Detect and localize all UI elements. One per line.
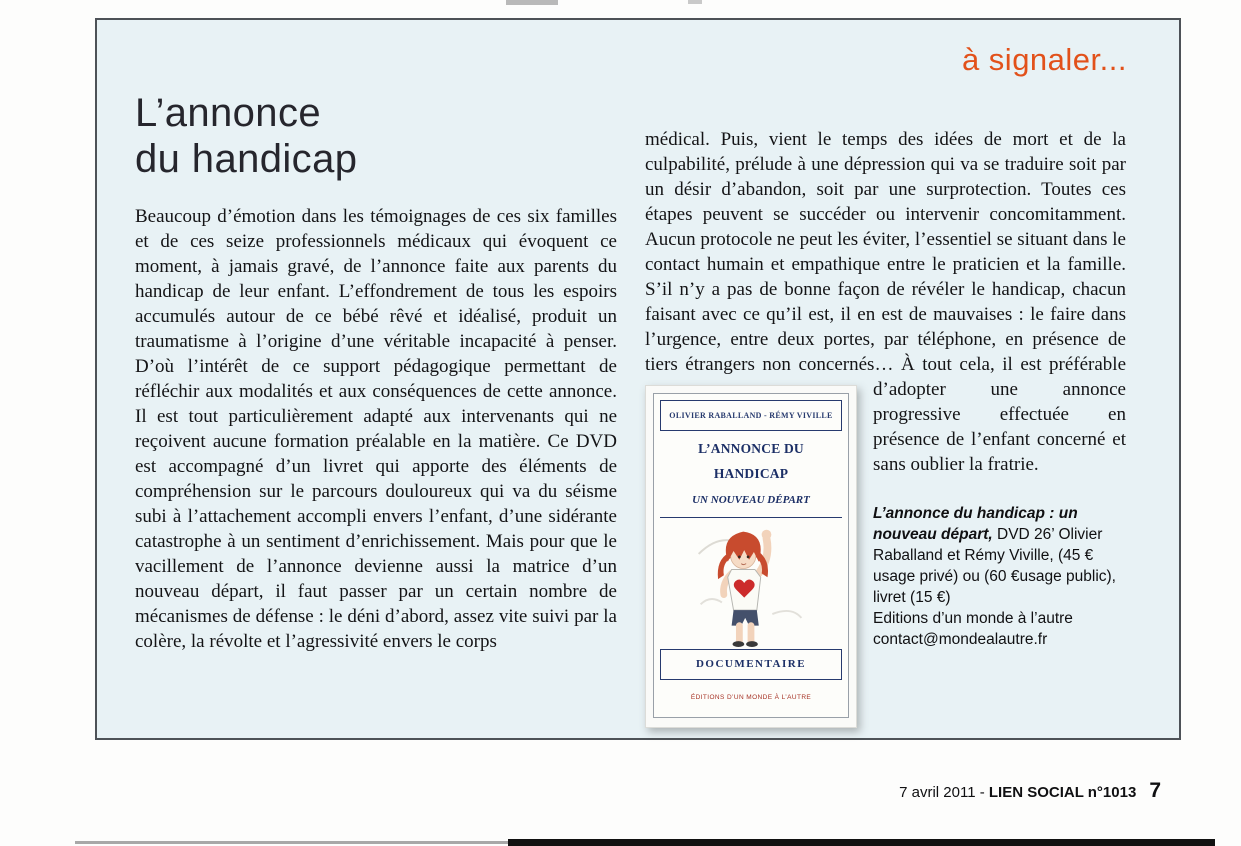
dvd-publisher-logo: ÉDITIONS D’UN MONDE À L’AUTRE (690, 694, 812, 701)
scan-artifact-top-mark (506, 0, 558, 5)
article-text-col2-part1: médical. Puis, vient le temps des idées de mort et de la culpabilité, prélude à une dépression qui va se traduire soit par un désir d’abandon, soit par une surprotection. Toutes ces étapes peuvent se succéder ou intervenir concomitamment. Aucun protocole ne peut les éviter, l’essentiel se situant dans le contact humain et empathique entre le praticien et la famille. S’il n’y a pas de bonne façon de révéler le handicap, chacun faisant avec ce qu’il est, il en est de mauvaises : le faire dans l’urgence, entre deux portes, par téléphone, en présence de tiers étrangers non concernés… À tout (645, 129, 1126, 375)
scan-artifact-bottom-line (75, 841, 508, 844)
caption-publisher: Editions d’un monde à l’autre (873, 610, 1073, 627)
caption-contact-email: contact@mondealautre.fr (873, 631, 1048, 648)
scan-artifact-bottom-bar (508, 839, 1215, 846)
article-text-col1: Beaucoup d’émotion dans les témoignages de ces six familles et de ces seize professionnels médicaux qui évoquent ce moment, à jamais gravé, de l’annonce faite aux parents du handicap de leur enfant. L’effondrement de tous les espoirs accumulés autour de ce bébé rêvé et idéalisé, produit un traumatisme à l’origine d’une véritable incapacité à penser. D’où l’intérêt de ce support pédagogique permettant de réfléchir aux modalités et aux conséquences de cette annonce. Il est tout particulièrement adapté aux intervenants qui ne reçoivent aucune formation préalable en la matière. Ce DVD est accompagné d’un livret qui apporte des éléments de compréhension sur le parcours douloureux qui va du séisme subi à l’attachement accompli envers l’enfant, d’une sidérante catastrophe à un sentiment d’enrichissement. Mais pour que le vacillement de l’annonce devienne aussi la matrice d’un nouveau départ, il faut passer par un certain nombre de mécanismes de défense : le déni d’abord, assez vite suivi par la colère, la révolte et l’agressivité envers le corps (135, 206, 617, 652)
article-title-line1: L’annonce (135, 91, 322, 135)
footer-date: 7 avril 2011 - (899, 784, 989, 801)
footer-page-number: 7 (1149, 779, 1161, 802)
caption-details: DVD 26’ Olivier Raballand et Rémy Viville, (45 € usage privé) ou (60 €usage public), livret (15 €) (873, 526, 1116, 606)
dvd-genre-label: DOCUMENTAIRE (660, 649, 842, 680)
dvd-cover-photo (645, 385, 857, 728)
dvd-authors-label: OLIVIER RABALLAND - RÉMY VIVILLE (660, 400, 842, 431)
article-panel (95, 18, 1181, 740)
scan-artifact-top-mark-small (688, 0, 702, 4)
article-text-col2-part2: cela, il est préférable d’adopter une annonce progressive effectuée en présence de l’enfant concerné et sans oublier la fratrie. (873, 354, 1127, 475)
page-footer (899, 779, 1161, 803)
article-column-left (135, 90, 617, 734)
article-title (135, 90, 617, 182)
dvd-cover (653, 393, 849, 718)
footer-magazine-title: LIEN SOCIAL n°1013 (988, 784, 1137, 801)
article-columns (135, 90, 1126, 734)
article-column-right (645, 90, 1126, 734)
caption-title: L’annonce du handicap : un nouveau départ, (873, 505, 1078, 543)
dvd-subtitle-label: UN NOUVEAU DÉPART (660, 488, 842, 518)
dvd-title-label: L’ANNONCE DU HANDICAP (698, 441, 804, 481)
article-title-line2: du handicap (135, 137, 358, 181)
section-header: à signaler... (961, 42, 1127, 77)
dvd-girl-illustration (671, 521, 831, 647)
